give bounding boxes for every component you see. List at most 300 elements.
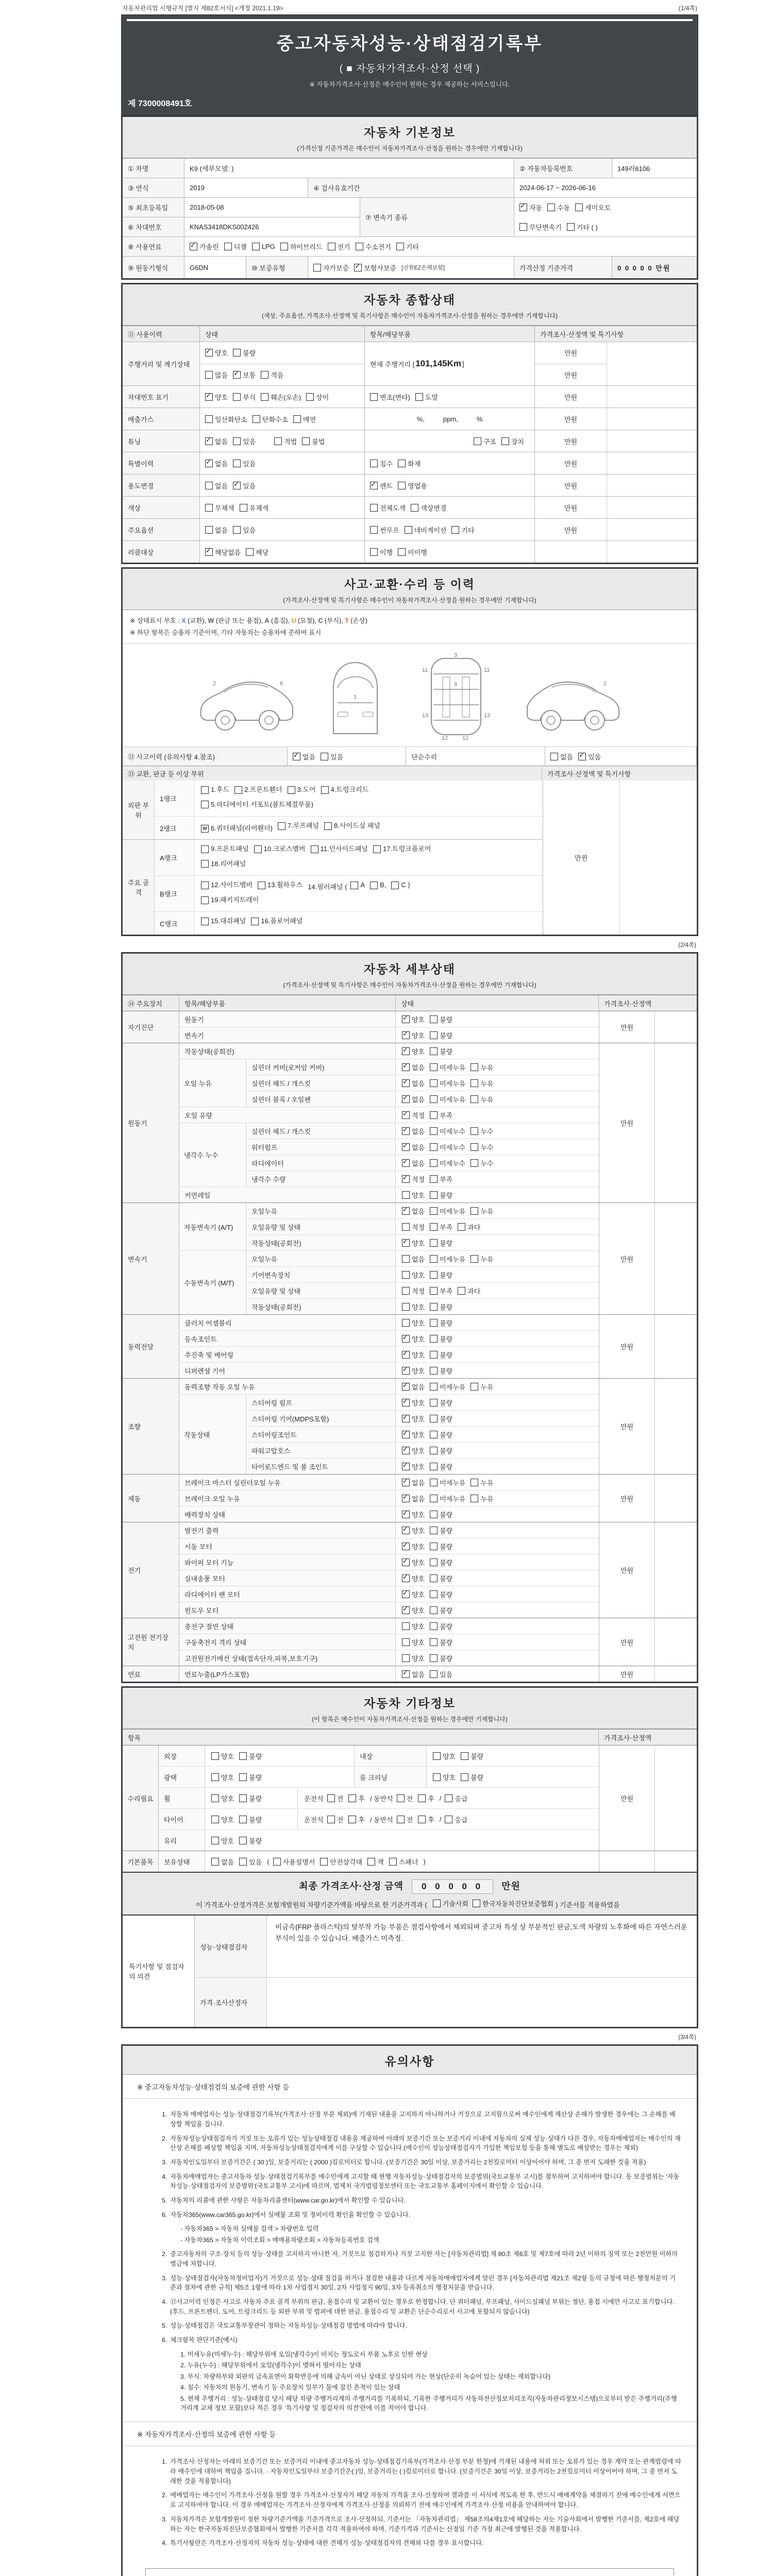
checkbox-option[interactable] [433, 1772, 456, 1782]
checkbox-option[interactable] [402, 1589, 425, 1599]
checkbox-option[interactable] [445, 1815, 467, 1824]
unchecked-checkbox-icon[interactable] [397, 1816, 405, 1823]
checkbox-option[interactable] [430, 1174, 452, 1184]
unchecked-checkbox-icon[interactable] [430, 1654, 438, 1662]
unchecked-checkbox-icon[interactable] [567, 223, 575, 231]
checked-checkbox-icon[interactable] [519, 204, 527, 211]
checkbox-option[interactable] [547, 202, 570, 212]
checkbox-option[interactable] [402, 1158, 425, 1168]
unchecked-checkbox-icon[interactable] [280, 243, 288, 250]
checkbox-option[interactable] [201, 858, 246, 871]
unchecked-checkbox-icon[interactable] [311, 845, 318, 853]
checkbox-option[interactable] [402, 1190, 425, 1200]
checkbox-option[interactable] [430, 1254, 465, 1264]
checkbox-option[interactable] [224, 242, 247, 251]
checkbox-option[interactable] [430, 1222, 452, 1232]
unchecked-checkbox-icon[interactable] [402, 1319, 410, 1327]
checkbox-option[interactable] [321, 752, 343, 761]
unchecked-checkbox-icon[interactable] [327, 1816, 335, 1823]
unchecked-checkbox-icon[interactable] [470, 1063, 478, 1071]
unchecked-checkbox-icon[interactable] [470, 1079, 478, 1087]
unchecked-checkbox-icon[interactable] [224, 243, 232, 250]
checkbox-option[interactable] [402, 1078, 425, 1088]
unchecked-checkbox-icon[interactable] [350, 882, 358, 889]
checked-checkbox-icon[interactable] [402, 1479, 410, 1486]
checkbox-option[interactable] [201, 843, 249, 856]
checkbox-option[interactable] [519, 202, 542, 212]
checkbox-option[interactable] [293, 752, 315, 761]
checkbox-option[interactable] [430, 1350, 452, 1360]
unchecked-checkbox-icon[interactable] [321, 786, 329, 794]
checkbox-option[interactable] [373, 843, 431, 856]
checkbox-option[interactable] [211, 1836, 234, 1845]
unchecked-checkbox-icon[interactable] [433, 1773, 441, 1781]
checkbox-option[interactable] [402, 1478, 425, 1487]
checkbox-option[interactable] [402, 1126, 425, 1136]
checkbox-option[interactable] [398, 459, 421, 468]
checkbox-option[interactable] [430, 1462, 452, 1471]
checkbox-option[interactable] [430, 1334, 452, 1344]
checkbox-option[interactable] [370, 392, 410, 402]
checkbox-option[interactable] [201, 799, 313, 811]
unchecked-checkbox-icon[interactable] [373, 845, 381, 853]
checkbox-option[interactable] [239, 1772, 262, 1782]
checkbox-option[interactable] [402, 1637, 425, 1647]
unchecked-checkbox-icon[interactable] [239, 1858, 247, 1866]
unchecked-checkbox-icon[interactable] [239, 1816, 247, 1823]
checkbox-option[interactable] [354, 263, 396, 273]
unchecked-checkbox-icon[interactable] [411, 504, 418, 512]
unchecked-checkbox-icon[interactable] [430, 1223, 438, 1231]
unchecked-checkbox-icon[interactable] [470, 1255, 478, 1263]
unchecked-checkbox-icon[interactable] [415, 393, 423, 401]
unchecked-checkbox-icon[interactable] [430, 1143, 438, 1151]
checkbox-option[interactable] [430, 1430, 452, 1439]
unchecked-checkbox-icon[interactable] [430, 1622, 438, 1630]
checkbox-option[interactable] [239, 1751, 262, 1761]
checkbox-option[interactable] [261, 392, 301, 402]
checkbox-option[interactable] [433, 1899, 468, 1908]
checkbox-option[interactable] [402, 1653, 425, 1663]
unchecked-checkbox-icon[interactable] [211, 1794, 219, 1802]
unchecked-checkbox-icon[interactable] [430, 1558, 438, 1566]
unchecked-checkbox-icon[interactable] [473, 1900, 480, 1907]
checkbox-option[interactable] [433, 1751, 456, 1761]
unchecked-checkbox-icon[interactable] [430, 1031, 438, 1039]
unchecked-checkbox-icon[interactable] [430, 1638, 438, 1646]
checkbox-option[interactable] [324, 820, 380, 833]
unchecked-checkbox-icon[interactable] [370, 526, 378, 534]
unchecked-checkbox-icon[interactable] [211, 1773, 219, 1781]
checkbox-option[interactable] [402, 1350, 425, 1360]
checkbox-option[interactable] [370, 481, 393, 490]
unchecked-checkbox-icon[interactable] [293, 415, 301, 423]
checkbox-option[interactable] [233, 348, 256, 358]
checkbox-option[interactable] [402, 1446, 425, 1455]
unchecked-checkbox-icon[interactable] [324, 822, 332, 830]
checkbox-option[interactable] [430, 1142, 465, 1152]
unchecked-checkbox-icon[interactable] [398, 548, 406, 556]
checked-checkbox-icon[interactable] [205, 393, 213, 401]
checkbox-option[interactable] [430, 1541, 452, 1551]
checkbox-option[interactable] [205, 481, 228, 490]
checked-checkbox-icon[interactable] [402, 1111, 410, 1119]
unchecked-checkbox-icon[interactable] [239, 1794, 247, 1802]
checkbox-option[interactable] [205, 436, 228, 446]
unchecked-checkbox-icon[interactable] [430, 1255, 438, 1263]
checkbox-option[interactable] [211, 1857, 234, 1867]
checkbox-option[interactable] [474, 436, 496, 446]
checkbox-option[interactable] [233, 436, 256, 446]
unchecked-checkbox-icon[interactable] [313, 264, 321, 272]
checkbox-option[interactable] [430, 1062, 465, 1072]
checkbox-option[interactable] [430, 1621, 452, 1631]
unchecked-checkbox-icon[interactable] [273, 1858, 281, 1866]
checkbox-option[interactable] [402, 1605, 425, 1615]
checkbox-option[interactable] [519, 222, 562, 232]
checkbox-option[interactable] [246, 547, 268, 557]
checkbox-option[interactable] [239, 1793, 262, 1803]
checked-checkbox-icon[interactable] [233, 482, 241, 489]
unchecked-checkbox-icon[interactable] [348, 1794, 356, 1802]
checked-checkbox-icon[interactable] [402, 1335, 410, 1343]
unchecked-checkbox-icon[interactable] [418, 1794, 426, 1802]
checkbox-option[interactable] [402, 1510, 425, 1519]
checkbox-option[interactable] [470, 1382, 493, 1392]
unchecked-checkbox-icon[interactable] [430, 1095, 438, 1103]
checked-checkbox-icon[interactable] [402, 1543, 410, 1550]
checked-checkbox-icon[interactable] [354, 264, 362, 272]
checkbox-option[interactable] [205, 414, 247, 424]
checkbox-option[interactable] [402, 1094, 425, 1104]
checked-checkbox-icon[interactable] [402, 1606, 410, 1614]
checked-checkbox-icon[interactable] [205, 437, 213, 445]
unchecked-checkbox-icon[interactable] [430, 1335, 438, 1343]
unchecked-checkbox-icon[interactable] [302, 437, 310, 445]
unchecked-checkbox-icon[interactable] [433, 1752, 441, 1760]
checkbox-option[interactable] [201, 915, 246, 928]
unchecked-checkbox-icon[interactable] [501, 437, 509, 445]
unchecked-checkbox-icon[interactable] [356, 243, 363, 250]
unchecked-checkbox-icon[interactable] [211, 1752, 219, 1760]
unchecked-checkbox-icon[interactable] [430, 1351, 438, 1359]
unchecked-checkbox-icon[interactable] [451, 526, 459, 534]
checkbox-option[interactable] [367, 1857, 384, 1867]
unchecked-checkbox-icon[interactable] [430, 1495, 438, 1502]
unchecked-checkbox-icon[interactable] [239, 1837, 247, 1844]
checkbox-option[interactable] [470, 1206, 493, 1216]
unchecked-checkbox-icon[interactable] [430, 1399, 438, 1406]
unchecked-checkbox-icon[interactable] [348, 1816, 356, 1823]
checkbox-option[interactable] [402, 1366, 425, 1376]
checkbox-option[interactable] [402, 1318, 425, 1328]
checked-checkbox-icon[interactable] [402, 1574, 410, 1582]
checked-checkbox-icon[interactable] [402, 1415, 410, 1422]
unchecked-checkbox-icon[interactable] [327, 1794, 335, 1802]
checkbox-option[interactable] [430, 1158, 465, 1168]
checkbox-option[interactable] [445, 1793, 467, 1803]
unchecked-checkbox-icon[interactable] [397, 1794, 405, 1802]
checkbox-option[interactable] [211, 1815, 234, 1824]
unchecked-checkbox-icon[interactable] [430, 1063, 438, 1071]
checkbox-option[interactable] [430, 1318, 452, 1328]
checked-checkbox-icon[interactable] [402, 1127, 410, 1135]
checkbox-option[interactable] [234, 784, 282, 796]
checkbox-option[interactable] [415, 392, 438, 402]
checkbox-option[interactable] [211, 1772, 234, 1782]
unchecked-checkbox-icon[interactable] [430, 1207, 438, 1215]
checkbox-option[interactable] [402, 1030, 425, 1040]
checkbox-option[interactable] [239, 1815, 262, 1824]
checkbox-option[interactable] [205, 392, 228, 402]
checkbox-option[interactable] [430, 1126, 465, 1136]
checked-checkbox-icon[interactable] [402, 1463, 410, 1470]
checkbox-option[interactable] [350, 879, 365, 892]
unchecked-checkbox-icon[interactable] [211, 1858, 219, 1866]
unchecked-checkbox-icon[interactable] [430, 1367, 438, 1375]
unchecked-checkbox-icon[interactable] [402, 1287, 410, 1295]
checkbox-option[interactable] [402, 1541, 425, 1551]
unchecked-checkbox-icon[interactable] [430, 1543, 438, 1550]
unchecked-checkbox-icon[interactable] [430, 1383, 438, 1391]
unchecked-checkbox-icon[interactable] [402, 1223, 410, 1231]
unchecked-checkbox-icon[interactable] [519, 223, 527, 231]
unchecked-checkbox-icon[interactable] [398, 482, 406, 489]
checkbox-option[interactable] [430, 1494, 465, 1503]
unchecked-checkbox-icon[interactable] [418, 1816, 426, 1823]
checkbox-option[interactable] [458, 1286, 480, 1296]
checkbox-option[interactable] [311, 843, 368, 856]
checkbox-option[interactable] [402, 1222, 425, 1232]
unchecked-checkbox-icon[interactable] [402, 1638, 410, 1646]
unchecked-checkbox-icon[interactable] [370, 504, 378, 512]
checkbox-option[interactable] [261, 370, 283, 380]
unchecked-checkbox-icon[interactable] [201, 896, 209, 904]
checkbox-option[interactable] [306, 392, 329, 402]
checkbox-option[interactable] [470, 1094, 493, 1104]
checkbox-option[interactable] [190, 242, 219, 251]
unchecked-checkbox-icon[interactable] [402, 1191, 410, 1199]
checked-checkbox-icon[interactable] [402, 1383, 410, 1391]
unchecked-checkbox-icon[interactable] [370, 548, 378, 556]
checkbox-option[interactable] [567, 222, 598, 232]
unchecked-checkbox-icon[interactable] [430, 1191, 438, 1199]
checkbox-option[interactable] [461, 1751, 483, 1761]
checkbox-option[interactable] [430, 1637, 452, 1647]
unchecked-checkbox-icon[interactable] [430, 1479, 438, 1486]
checked-checkbox-icon[interactable] [402, 1031, 410, 1039]
checkbox-option[interactable] [253, 414, 288, 424]
checkbox-option[interactable] [348, 1815, 365, 1824]
unchecked-checkbox-icon[interactable] [261, 393, 268, 401]
checkbox-option[interactable] [370, 879, 386, 892]
checked-checkbox-icon[interactable] [402, 1670, 410, 1678]
checkbox-option[interactable] [418, 1793, 434, 1803]
checkbox-option[interactable] [430, 1078, 465, 1088]
unchecked-checkbox-icon[interactable] [547, 204, 555, 211]
unchecked-checkbox-icon[interactable] [458, 1287, 465, 1295]
unchecked-checkbox-icon[interactable] [430, 1447, 438, 1454]
checkbox-option[interactable] [205, 459, 228, 468]
checkbox-option[interactable] [370, 547, 393, 557]
unchecked-checkbox-icon[interactable] [405, 526, 412, 534]
unchecked-checkbox-icon[interactable] [328, 243, 335, 250]
checkbox-option[interactable] [430, 1110, 452, 1120]
checked-checkbox-icon[interactable] [402, 1063, 410, 1071]
checkbox-option[interactable] [302, 436, 325, 446]
checkbox-option[interactable] [254, 843, 306, 856]
checkbox-option[interactable] [252, 243, 275, 250]
checkbox-option[interactable] [402, 1526, 425, 1535]
unchecked-checkbox-icon[interactable] [430, 1415, 438, 1422]
unchecked-checkbox-icon[interactable] [430, 1670, 438, 1678]
unchecked-checkbox-icon[interactable] [470, 1143, 478, 1151]
checkbox-option[interactable] [430, 1382, 465, 1392]
checkbox-option[interactable] [402, 1573, 425, 1583]
unchecked-checkbox-icon[interactable] [321, 753, 328, 760]
checkbox-option[interactable] [470, 1062, 493, 1072]
checkbox-option[interactable] [405, 525, 447, 535]
checkbox-option[interactable] [402, 1302, 425, 1312]
checkbox-option[interactable] [430, 1414, 452, 1423]
checkbox-option[interactable] [240, 503, 269, 513]
checkbox-option[interactable] [470, 1478, 493, 1487]
checkbox-option[interactable] [201, 879, 253, 892]
checked-checkbox-icon[interactable] [402, 1143, 410, 1151]
unchecked-checkbox-icon[interactable] [233, 437, 241, 445]
unchecked-checkbox-icon[interactable] [389, 1858, 397, 1866]
checkbox-option[interactable] [389, 1857, 418, 1867]
unchecked-checkbox-icon[interactable] [461, 1752, 468, 1760]
checkbox-option[interactable] [402, 1398, 425, 1408]
unchecked-checkbox-icon[interactable] [201, 882, 209, 889]
unchecked-checkbox-icon[interactable] [201, 786, 209, 794]
checkbox-option[interactable] [430, 1573, 452, 1583]
checkbox-option[interactable] [239, 1857, 262, 1867]
checked-checkbox-icon[interactable] [205, 460, 213, 467]
unchecked-checkbox-icon[interactable] [445, 1816, 452, 1823]
checked-checkbox-icon[interactable] [190, 243, 197, 250]
checkbox-option[interactable] [273, 1857, 315, 1867]
checkbox-option[interactable] [575, 202, 611, 212]
checkbox-option[interactable] [402, 1286, 425, 1296]
unchecked-checkbox-icon[interactable] [398, 460, 406, 467]
unchecked-checkbox-icon[interactable] [233, 393, 241, 401]
checked-checkbox-icon[interactable] [402, 1558, 410, 1566]
unchecked-checkbox-icon[interactable] [234, 786, 242, 794]
unchecked-checkbox-icon[interactable] [470, 1207, 478, 1215]
checkbox-option[interactable] [430, 1589, 452, 1599]
checkbox-option[interactable] [402, 1270, 425, 1280]
unchecked-checkbox-icon[interactable] [430, 1159, 438, 1167]
checkbox-option[interactable] [402, 1110, 425, 1120]
checkbox-option[interactable] [278, 820, 319, 833]
unchecked-checkbox-icon[interactable] [233, 460, 241, 467]
unchecked-checkbox-icon[interactable] [430, 1239, 438, 1247]
checkbox-option[interactable] [578, 752, 601, 761]
checkbox-option[interactable] [397, 1815, 413, 1824]
checkbox-option[interactable] [205, 525, 228, 535]
unchecked-checkbox-icon[interactable] [430, 1319, 438, 1327]
checked-checkbox-icon[interactable] [205, 349, 213, 357]
checked-checkbox-icon[interactable] [402, 1079, 410, 1087]
unchecked-checkbox-icon[interactable] [201, 918, 209, 925]
unchecked-checkbox-icon[interactable] [370, 882, 378, 889]
unchecked-checkbox-icon[interactable] [470, 1095, 478, 1103]
checkbox-option[interactable] [451, 525, 474, 535]
checkbox-option[interactable] [430, 1366, 452, 1376]
unchecked-checkbox-icon[interactable] [261, 371, 268, 379]
checkbox-option[interactable] [201, 784, 229, 796]
unchecked-checkbox-icon[interactable] [470, 1479, 478, 1486]
checked-checkbox-icon[interactable] [402, 1367, 410, 1375]
unchecked-checkbox-icon[interactable] [402, 1255, 410, 1263]
unchecked-checkbox-icon[interactable] [430, 1015, 438, 1023]
checked-checkbox-icon[interactable] [402, 1047, 410, 1055]
checked-checkbox-icon[interactable] [370, 482, 378, 489]
checkbox-option[interactable] [233, 370, 256, 380]
checkbox-option[interactable] [205, 503, 234, 513]
checkbox-option[interactable] [398, 547, 427, 557]
checkbox-option[interactable] [430, 1557, 452, 1567]
unchecked-checkbox-icon[interactable] [391, 882, 399, 889]
unchecked-checkbox-icon[interactable] [201, 801, 209, 808]
checked-checkbox-icon[interactable] [402, 1399, 410, 1406]
unchecked-checkbox-icon[interactable] [430, 1079, 438, 1087]
checkbox-option[interactable] [430, 1190, 452, 1200]
checkbox-option[interactable] [430, 1478, 465, 1487]
unchecked-checkbox-icon[interactable] [396, 243, 404, 250]
unchecked-checkbox-icon[interactable] [233, 349, 241, 357]
checked-checkbox-icon[interactable] [402, 1159, 410, 1167]
unchecked-checkbox-icon[interactable] [239, 1773, 247, 1781]
unchecked-checkbox-icon[interactable] [430, 1574, 438, 1582]
checkbox-option[interactable] [458, 1222, 480, 1232]
checkbox-option[interactable] [396, 242, 419, 251]
checkbox-option[interactable] [356, 242, 391, 251]
unchecked-checkbox-icon[interactable]: W [201, 825, 209, 833]
checkbox-option[interactable] [430, 1238, 452, 1248]
checked-checkbox-icon[interactable] [402, 1015, 410, 1023]
checkbox-option[interactable] [321, 784, 369, 796]
unchecked-checkbox-icon[interactable] [402, 1271, 410, 1279]
checkbox-option[interactable] [402, 1462, 425, 1471]
checked-checkbox-icon[interactable] [402, 1207, 410, 1215]
unchecked-checkbox-icon[interactable] [205, 482, 213, 489]
checkbox-option[interactable] [397, 1793, 413, 1803]
checkbox-option[interactable] [402, 1669, 425, 1679]
checkbox-option[interactable] [430, 1526, 452, 1535]
checkbox-option[interactable] [211, 1751, 234, 1761]
checkbox-option[interactable] [320, 1857, 362, 1867]
checkbox-option[interactable] [430, 1398, 452, 1408]
checkbox-option[interactable] [348, 1793, 365, 1803]
unchecked-checkbox-icon[interactable] [254, 845, 262, 853]
unchecked-checkbox-icon[interactable] [201, 845, 209, 853]
checkbox-option[interactable] [233, 481, 256, 490]
unchecked-checkbox-icon[interactable] [445, 1794, 452, 1802]
unchecked-checkbox-icon[interactable] [433, 1900, 441, 1907]
checkbox-option[interactable] [470, 1494, 493, 1503]
checkbox-option[interactable] [430, 1653, 452, 1663]
unchecked-checkbox-icon[interactable] [458, 1223, 465, 1231]
checkbox-option[interactable] [430, 1030, 452, 1040]
unchecked-checkbox-icon[interactable] [470, 1159, 478, 1167]
checkbox-option[interactable] [411, 503, 446, 513]
checkbox-option[interactable] [288, 784, 316, 796]
unchecked-checkbox-icon[interactable] [370, 393, 378, 401]
checkbox-option[interactable] [327, 1793, 344, 1803]
